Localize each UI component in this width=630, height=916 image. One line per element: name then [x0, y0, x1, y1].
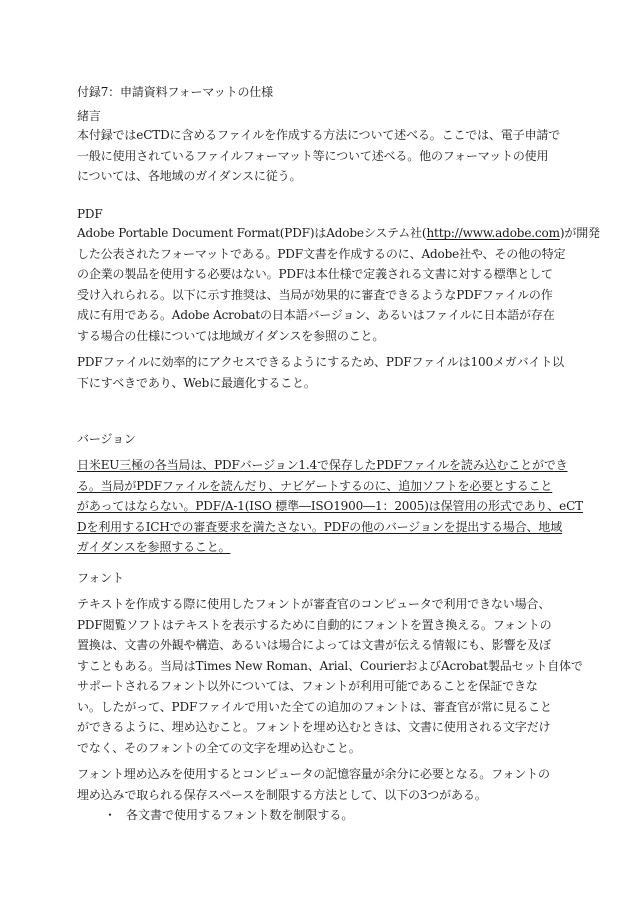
- font-paragraph: [77, 594, 583, 758]
- text-line: る。当局がPDFファイルを読んだり、ナビゲートするのに、追加ソフトを必要とすること: [77, 478, 553, 493]
- text-line: 置換は、文書の外観や構造、あるいは場合によっては文書が伝える情報にも、影響を及ぼ: [77, 638, 552, 652]
- intro-paragraph: [77, 125, 561, 187]
- text-line: ガイダンスを参照すること。: [77, 540, 231, 554]
- text-line: フォント埋め込みを使用するとコンピュータの記憶容量が余分に必要となる。フォントの: [77, 767, 550, 781]
- pdf-size-paragraph: [77, 352, 565, 393]
- bullet-icon: ・: [104, 808, 117, 822]
- pdf-paragraph: [77, 223, 600, 346]
- text-line: PDF閲覧ソフトはテキストを表示するために自動的にフォントを置き換える。フォントの: [77, 617, 552, 632]
- list-item: [104, 805, 353, 825]
- text-line: Dを利用するICHでの審査要求を満たさない。PDFの他のバージョンを提出する場合、地域: [77, 519, 563, 534]
- text-line: すこともある。当局はTimes New Roman、Arial、CourierおよびAcrobat製品セット自体で: [77, 658, 583, 673]
- version-paragraph: [77, 455, 583, 558]
- text-line: サポートされるフォント以外については、フォントが利用可能であることを保証できな: [77, 679, 538, 693]
- text-line: テキストを作成する際に使用したフォントが審査官のコンピュータで利用できない場合、: [77, 597, 551, 611]
- text-line: PDFファイルに効率的にアクセスできるようにするため、PDFファイルは100メガバイト以: [77, 355, 565, 369]
- text-line: い。したがって、PDFファイルで用いた全ての追加のフォントは、審査官が常に見ること: [77, 699, 552, 714]
- font-embedding-paragraph: [77, 764, 553, 805]
- text-line: の企業の製品を使用する必要はない。PDFは本仕様で定義される文書に対する標準として: [77, 267, 553, 281]
- text-line: 成に有用である。Adobe Acrobatの日本語バージョン、あるいはファイルに日本語が存在: [77, 308, 555, 322]
- pdf-heading: PDF: [77, 207, 103, 221]
- font-heading: フォント: [77, 571, 124, 585]
- text-line: 下にすべきであり、Webに最適化すること。: [77, 375, 316, 390]
- text-line: 埋め込みで取られる保存スペースを制限する方法として、以下の3つがある。: [77, 787, 487, 802]
- text-line: 一般に使用されているファイルフォーマット等について述べる。他のフォーマットの使用: [77, 148, 549, 163]
- text-line: する場合の仕様については地域ガイダンスを参照のこと。: [77, 328, 385, 343]
- adobe-link[interactable]: http://www.adobe.com: [426, 226, 560, 240]
- text-line: でなく、そのフォントの全ての文字を埋め込むこと。: [77, 740, 361, 755]
- text-line: については、各地域のガイダンスに従う。: [77, 169, 302, 183]
- text-line: 日米EU三極の各当局は、PDFバージョン1.4で保存したPDFファイルを読み込むことができ: [77, 458, 568, 472]
- text-line: 本付録ではeCTDに含めるファイルを作成する方法について述べる。ここでは、電子申請で: [77, 128, 561, 142]
- intro-heading: 緒言: [77, 109, 101, 123]
- text-line: Adobe Portable Document Format(PDF)はAdobeシステム社(http://www.adobe.com)が開発: [77, 226, 600, 240]
- text-line: した公表されたフォーマットである。PDF文書を作成するのに、Adobe社や、その他の特定: [77, 246, 566, 261]
- text-line: があってはならない。PDF/A-1(ISO 標準―ISO1900―1：2005)は保管用の形式であり、eCT: [77, 499, 583, 513]
- list-item-text: 各文書で使用するフォント数を制限する。: [126, 808, 354, 822]
- text-line: 受け入れられる。以下に示す推奨は、当局が効果的に審査できるようなPDFファイルの作: [77, 287, 553, 302]
- version-heading: バージョン: [77, 432, 136, 446]
- text-line: ができるように、埋め込むこと。フォントを埋め込むときは、文書に使用される文字だけ: [77, 720, 551, 734]
- appendix-title: 付録7：申請資料フォーマットの仕様: [77, 85, 274, 99]
